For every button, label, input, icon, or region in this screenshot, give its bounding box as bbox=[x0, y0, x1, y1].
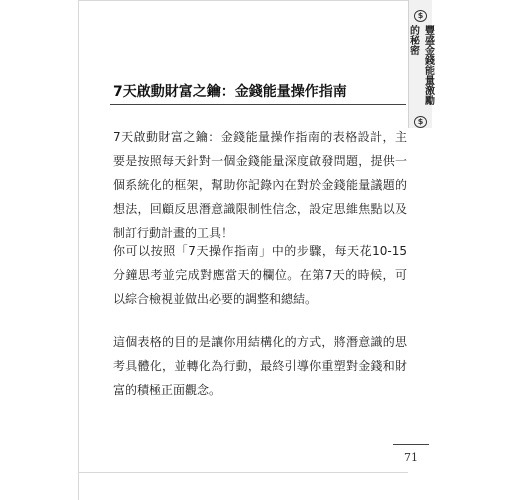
section-title: 7天啟動財富之鑰：金錢能量操作指南 bbox=[113, 84, 347, 100]
page-number: 71 bbox=[404, 451, 418, 464]
paragraph-purpose: 這個表格的目的是讓你用結構化的方式，將潛意識的思考具體化，並轉化為行動，最終引導你重塑對金錢和財富的積極正面觀念。 bbox=[113, 335, 407, 397]
dollar-coin-icon: $ bbox=[414, 116, 427, 128]
dollar-coin-icon: $ bbox=[414, 10, 427, 22]
page-border-top bbox=[78, 0, 408, 1]
paragraph-instructions: 你可以按照「7天操作指南」中的步驟，每天花10-15分鐘思考並完成對應當天的欄位。在第7天的時候，可以綜合檢視並做出必要的調整和總結。 bbox=[113, 244, 407, 306]
page-border-bottom bbox=[78, 472, 408, 473]
title-underline bbox=[110, 104, 406, 105]
chapter-tab-label: 豐盛金錢能量激勵的秘密 bbox=[407, 25, 434, 105]
paragraph-intro: 7天啟動財富之鑰：金錢能量操作指南的表格設計，主要是按照每天針對一個金錢能量深度啟發問題，提供一個系統化的框架，幫助你記錄內在對於金錢能量議題的想法，回顧反思潛意識限制性信念，設定思維焦點以及制訂行動計畫的工具！ bbox=[113, 130, 407, 240]
chapter-side-tab bbox=[408, 0, 432, 128]
page-number-rule bbox=[393, 444, 429, 445]
page-border-left bbox=[78, 0, 79, 500]
